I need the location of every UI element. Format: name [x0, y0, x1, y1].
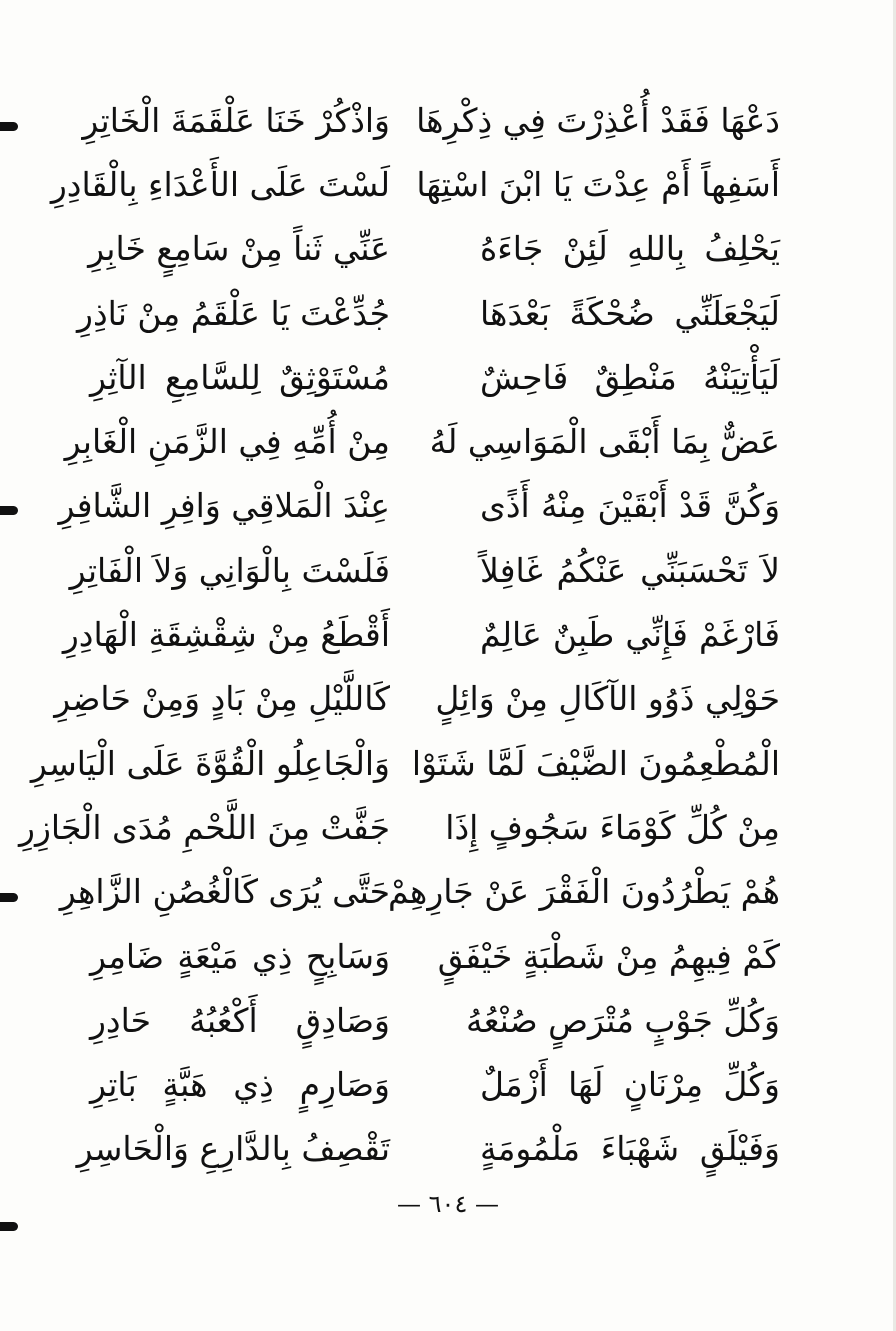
- second-hemistich: وَالْجَاعِلُو الْقُوَّةَ عَلَى الْيَاسِرِ: [30, 743, 390, 783]
- first-hemistich: الْمُطْعِمُونَ الضَّيْفَ لَمَّا شَتَوْا: [411, 743, 780, 783]
- binding-mark: [0, 1222, 18, 1231]
- second-hemistich: جُدِّعْتَ يَا عَلْقَمُ مِنْ نَاذِرِ: [77, 293, 390, 333]
- verse-line: [76, 1117, 780, 1181]
- first-hemistich: أَسَفِهاً أَمْ عِدْتَ يَا ابْنَ اسْتِهَا: [416, 164, 780, 204]
- verse-line: [77, 281, 780, 345]
- first-hemistich: فَارْغَمْ فَإِنِّي طَبِنٌ عَالِمٌ: [480, 615, 780, 655]
- second-hemistich: مِنْ أُمِّهِ فِي الزَّمَنِ الْغَابِرِ: [64, 422, 390, 462]
- first-hemistich: هُمْ يَطْرُدُونَ الْفَقْرَ عَنْ جَارِهِمْ: [387, 872, 780, 912]
- second-hemistich: كَاللَّيْلِ مِنْ بَادٍ وَمِنْ حَاضِرِ: [54, 679, 390, 719]
- binding-mark: [0, 893, 18, 902]
- second-hemistich: وَاذْكُرْ خَنَا عَلْقَمَةَ الْخَاتِرِ: [82, 100, 390, 140]
- binding-mark: [0, 506, 18, 515]
- first-hemistich: وَفَيْلَقٍ شَهْبَاءَ مَلْمُومَةٍ: [480, 1129, 780, 1169]
- first-hemistich: لَيَأْتِيَنْهُ مَنْطِقٌ فَاحِشٌ: [480, 357, 780, 397]
- verse-line: [54, 667, 780, 731]
- first-hemistich: وَكُلِّ مِرْنَانٍ لَهَا أَزْمَلٌ: [480, 1065, 780, 1105]
- verse-line: [50, 152, 780, 216]
- second-hemistich: لَسْتَ عَلَى الأَعْدَاءِ بِالْقَادِرِ: [50, 164, 390, 204]
- binding-mark: [0, 122, 18, 131]
- verse-line: [19, 795, 780, 859]
- verse-line: [30, 731, 780, 795]
- verse-line: [69, 538, 780, 602]
- verse-line: [90, 924, 780, 988]
- first-hemistich: وَكُنَّ قَدْ أَبْقَيْنَ مِنْهُ أَذًى: [480, 486, 780, 526]
- verse-line: [90, 345, 780, 409]
- second-hemistich: وَصَارِمٍ ذِي هَبَّةٍ بَاتِرِ: [90, 1065, 390, 1105]
- first-hemistich: لَيَجْعَلَنِّي ضُحْكَةً بَعْدَهَا: [480, 293, 780, 333]
- verse-line: [62, 602, 780, 666]
- verse-line: [64, 409, 780, 473]
- first-hemistich: يَحْلِفُ بِاللهِ لَئِنْ جَاءَهُ: [480, 229, 780, 269]
- second-hemistich: مُسْتَوْثِقٌ لِلسَّامِعِ الآثِرِ: [90, 357, 390, 397]
- second-hemistich: فَلَسْتَ بِالْوَانِي وَلاَ الْفَاتِرِ: [69, 550, 390, 590]
- first-hemistich: وَكُلِّ جَوْبٍ مُتْرَصٍ صُنْعُهُ: [466, 1000, 780, 1040]
- second-hemistich: حَتَّى يُرَى كَالْغُصُنِ الزَّاهِرِ: [59, 872, 390, 912]
- verse-line: [58, 474, 780, 538]
- first-hemistich: حَوْلِي ذَوُو الآكَالِ مِنْ وَائِلٍ: [435, 679, 780, 719]
- second-hemistich: وَسَابِحٍ ذِي مَيْعَةٍ ضَامِرِ: [90, 936, 390, 976]
- poem-verses: [19, 88, 780, 1181]
- verse-line: [90, 217, 780, 281]
- second-hemistich: أَقْطَعُ مِنْ شِقْشِقَةِ الْهَادِرِ: [62, 615, 390, 655]
- first-hemistich: لاَ تَحْسَبَنِّي عَنْكُمُ غَافِلاً: [480, 550, 780, 590]
- first-hemistich: دَعْهَا فَقَدْ أُعْذِرْتَ فِي ذِكْرِهَا: [416, 100, 780, 140]
- verse-line: [90, 988, 780, 1052]
- second-hemistich: عِنْدَ الْمَلاقِي وَافِرِ الشَّافِرِ: [58, 486, 390, 526]
- first-hemistich: مِنْ كُلِّ كَوْمَاءَ سَجُوفٍ إِذَا: [445, 807, 780, 847]
- second-hemistich: عَنِّي ثَناً مِنْ سَامِعٍ خَابِرِ: [88, 229, 390, 269]
- second-hemistich: تَقْصِفُ بِالدَّارِعِ وَالْحَاسِرِ: [76, 1129, 390, 1169]
- first-hemistich: كَمْ فِيهِمُ مِنْ شَطْبَةٍ خَيْفَقٍ: [437, 936, 780, 976]
- verse-line: [90, 1052, 780, 1116]
- first-hemistich: عَضٌّ بِمَا أَبْقَى الْمَوَاسِي لَهُ: [429, 422, 780, 462]
- page-number: — ٦٠٤ —: [397, 1190, 499, 1218]
- verse-line: [59, 860, 780, 924]
- second-hemistich: وَصَادِقٍ أَكْعُبُهُ حَادِرِ: [90, 1000, 390, 1040]
- verse-line: [82, 88, 780, 152]
- second-hemistich: جَفَّتْ مِنَ اللَّحْمِ مُدَى الْجَازِرِ: [19, 807, 390, 847]
